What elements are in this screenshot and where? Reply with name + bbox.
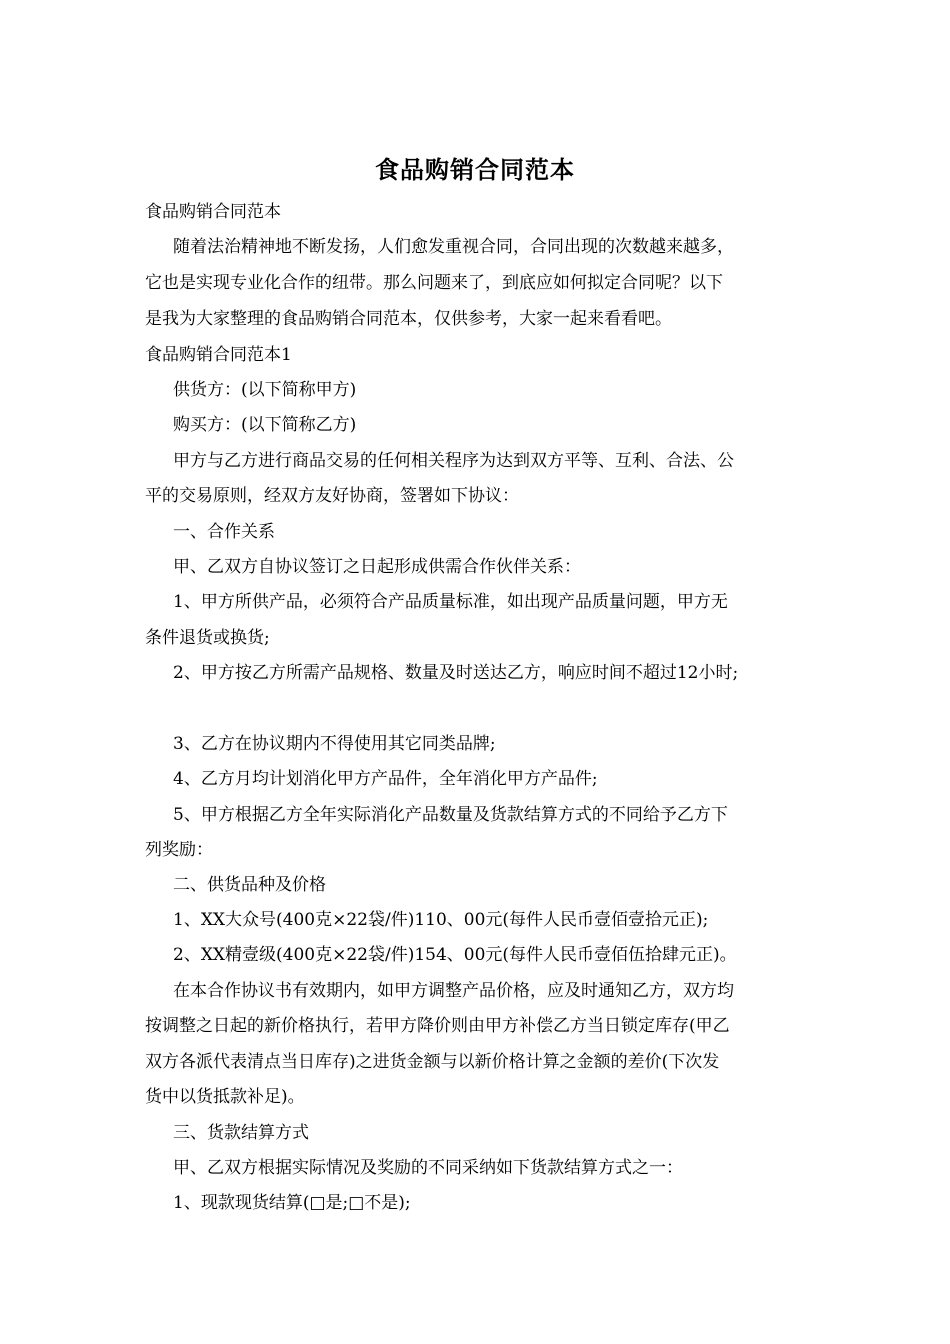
clause-line: 5、甲方根据乙方全年实际消化产品数量及货款结算方式的不同给予乙方下 — [173, 805, 728, 825]
paragraph-line: 甲、乙双方自协议签订之日起形成供需合作伙伴关系： — [173, 557, 581, 577]
price-line: 1、XX大众号(400克×22袋/件)110、00元(每件人民币壹佰壹拾元正); — [173, 910, 709, 930]
buyer-line: 购买方：(以下简称乙方) — [173, 415, 357, 435]
paragraph-line: 甲方与乙方进行商品交易的任何相关程序为达到双方平等、互利、合法、公 — [173, 451, 734, 471]
section-heading: 三、货款结算方式 — [173, 1123, 309, 1143]
section-heading: 一、合作关系 — [173, 522, 275, 542]
section-heading: 食品购销合同范本1 — [145, 345, 292, 365]
clause-line: 3、乙方在协议期内不得使用其它同类品牌; — [173, 734, 496, 754]
document-title: 食品购销合同范本 — [375, 155, 575, 184]
clause-line: 4、乙方月均计划消化甲方产品件，全年消化甲方产品件; — [173, 769, 598, 789]
paragraph-line: 平的交易原则，经双方友好协商，签署如下协议： — [145, 486, 519, 506]
subtitle: 食品购销合同范本 — [145, 202, 281, 222]
paragraph-line: 在本合作协议书有效期内，如甲方调整产品价格，应及时通知乙方，双方均 — [173, 981, 734, 1001]
paragraph-line: 货中以货抵款补足)。 — [145, 1087, 305, 1107]
section-heading: 二、供货品种及价格 — [173, 875, 326, 895]
price-line: 2、XX精壹级(400克×22袋/件)154、00元(每件人民币壹佰伍拾肆元正)。 — [173, 945, 737, 965]
clause-line: 条件退货或换货; — [145, 628, 270, 648]
clause-line: 2、甲方按乙方所需产品规格、数量及时送达乙方，响应时间不超过12小时; — [173, 663, 739, 683]
clause-line: 1、甲方所供产品，必须符合产品质量标准，如出现产品质量问题，甲方无 — [173, 592, 728, 612]
paragraph-line: 随着法治精神地不断发扬，人们愈发重视合同，合同出现的次数越来越多， — [173, 237, 734, 257]
supplier-line: 供货方：(以下简称甲方) — [173, 380, 357, 400]
paragraph-line: 按调整之日起的新价格执行，若甲方降价则由甲方补偿乙方当日锁定库存(甲乙 — [145, 1016, 730, 1036]
paragraph-line: 是我为大家整理的食品购销合同范本，仅供参考，大家一起来看看吧。 — [145, 309, 672, 329]
clause-line: 列奖励： — [145, 840, 213, 860]
payment-option-line: 1、现款现货结算(□是;□不是); — [173, 1193, 411, 1213]
paragraph-line: 双方各派代表清点当日库存)之进货金额与以新价格计算之金额的差价(下次发 — [145, 1052, 720, 1072]
paragraph-line: 它也是实现专业化合作的纽带。那么问题来了，到底应如何拟定合同呢？以下 — [145, 273, 723, 293]
paragraph-line: 甲、乙双方根据实际情况及奖励的不同采纳如下货款结算方式之一： — [173, 1158, 683, 1178]
